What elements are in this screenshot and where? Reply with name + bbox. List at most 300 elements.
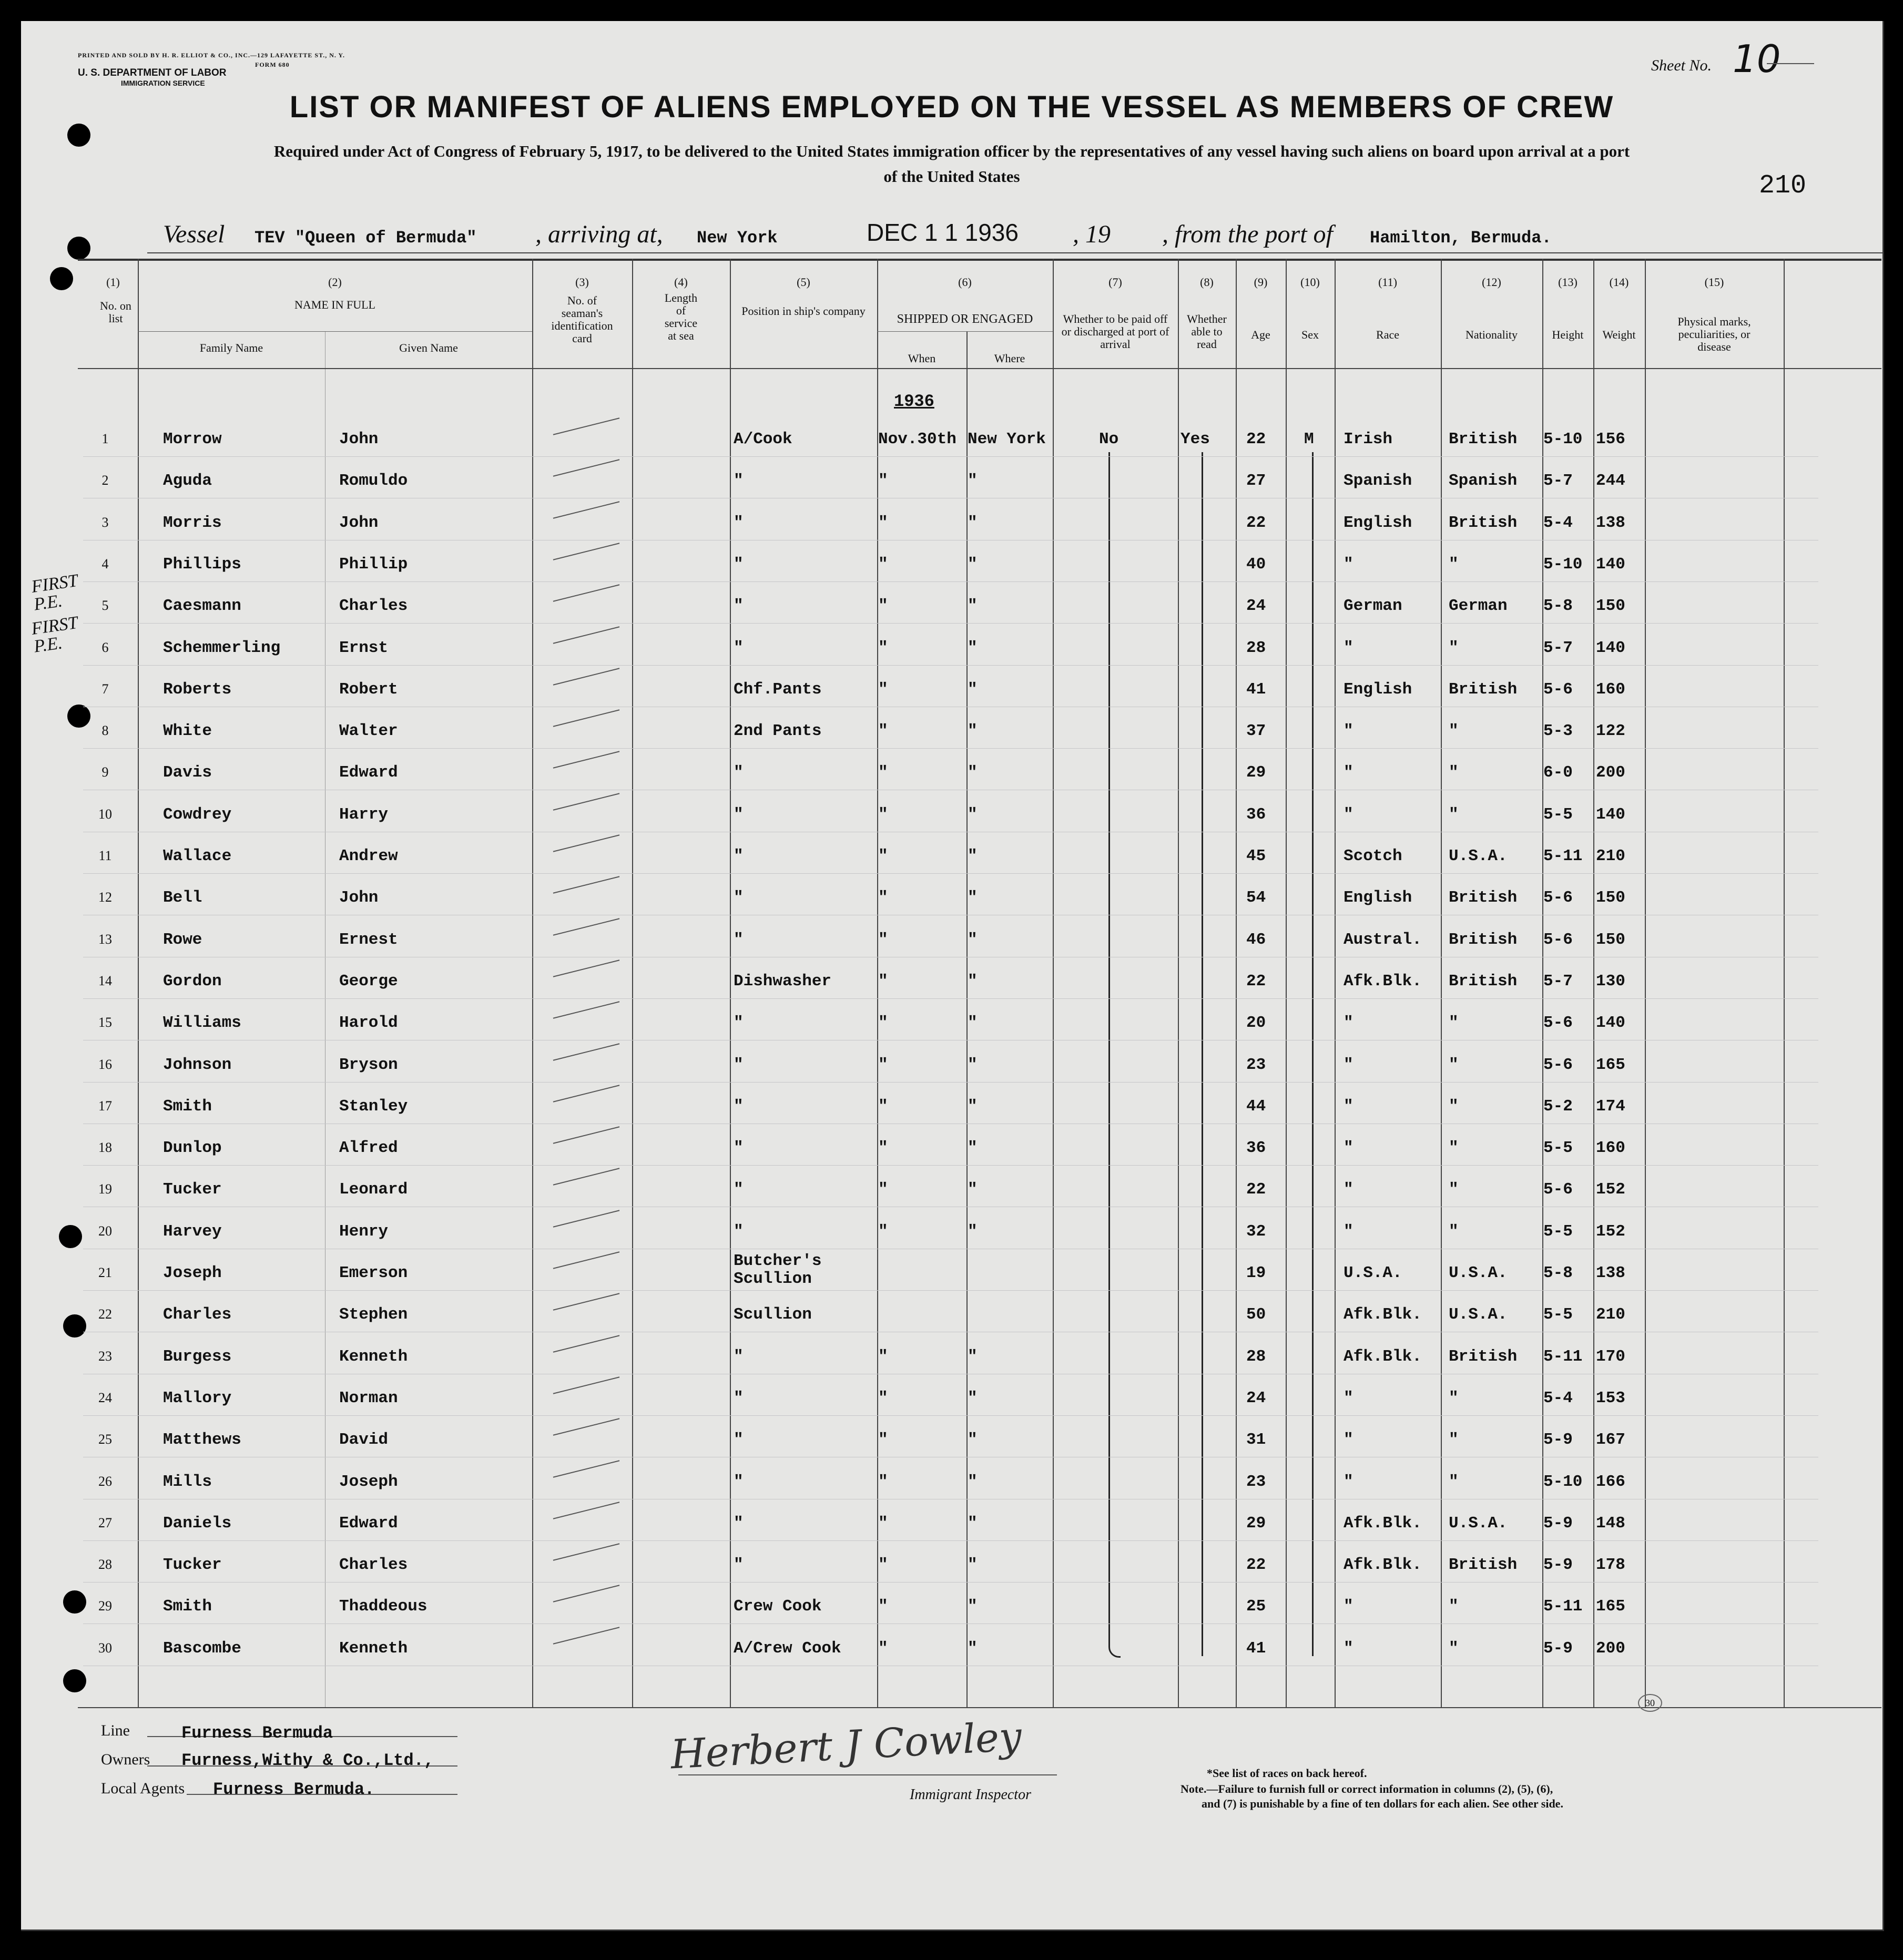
- cell-family: Cowdrey: [163, 805, 232, 824]
- id-card-check-mark: [553, 1210, 620, 1227]
- cell-weight: 156: [1596, 430, 1625, 448]
- cell-where: ": [968, 763, 978, 782]
- table-row: [21, 1056, 1882, 1082]
- table-row: [21, 1139, 1882, 1165]
- cell-height: 5-6: [1543, 1055, 1573, 1074]
- cell-family: Smith: [163, 1597, 212, 1616]
- cell-where: ": [968, 1639, 978, 1658]
- cell-height: 5-10: [1543, 1472, 1583, 1491]
- cell-family: Matthews: [163, 1431, 241, 1449]
- cell-where: ": [968, 972, 978, 991]
- row-number: 26: [98, 1473, 112, 1489]
- cell-height: 5-6: [1543, 1180, 1573, 1199]
- cell-weight: 165: [1596, 1055, 1625, 1074]
- cell-where: New York: [968, 430, 1046, 448]
- cell-given: Edward: [339, 763, 398, 782]
- id-card-check-mark: [553, 1168, 620, 1186]
- row-number: 27: [98, 1515, 112, 1530]
- col10-header: Sex: [1301, 328, 1319, 341]
- service-label: IMMIGRATION SERVICE: [121, 79, 205, 87]
- cell-family: Harvey: [163, 1222, 222, 1241]
- cell-nationality: ": [1449, 722, 1459, 741]
- cell-age: 41: [1246, 680, 1266, 699]
- cell-weight: 140: [1596, 805, 1625, 824]
- cell-height: 5-6: [1543, 889, 1573, 907]
- cell-when: ": [878, 1014, 888, 1033]
- cell-nationality: British: [1449, 889, 1518, 907]
- cell-nationality: British: [1449, 1556, 1518, 1575]
- cell-position: ": [734, 763, 744, 782]
- col5-number: (5): [797, 275, 810, 289]
- row-number: 25: [98, 1432, 112, 1447]
- col13-header: Height: [1552, 328, 1584, 341]
- cell-height: 5-9: [1543, 1556, 1573, 1575]
- cell-when: ": [878, 638, 888, 657]
- punch-hole: [50, 267, 73, 290]
- from-port: Hamilton, Bermuda.: [1370, 228, 1552, 248]
- form-number: FORM 680: [255, 61, 290, 68]
- cell-race: German: [1344, 597, 1402, 616]
- cell-weight: 138: [1596, 1264, 1625, 1282]
- cell-age: 54: [1246, 889, 1266, 907]
- cell-position: ": [734, 1556, 744, 1575]
- cell-position: 2nd Pants: [734, 722, 822, 741]
- cell-when: ": [878, 763, 888, 782]
- table-row: [21, 1431, 1882, 1457]
- cell-given: Norman: [339, 1389, 398, 1407]
- cell-when: ": [878, 1472, 888, 1491]
- cell-weight: 178: [1596, 1556, 1625, 1575]
- cell-family: Mills: [163, 1472, 212, 1491]
- sheet-number-label: Sheet No.: [1651, 57, 1712, 74]
- cell-nationality: ": [1449, 763, 1459, 782]
- cell-given: Stanley: [339, 1097, 408, 1116]
- col13-number: (13): [1558, 275, 1578, 289]
- cell-where: ": [968, 513, 978, 532]
- cell-race: ": [1344, 555, 1354, 574]
- arriving-label: , arriving at,: [535, 220, 663, 248]
- cell-nationality: ": [1449, 1597, 1459, 1616]
- cell-given: Kenneth: [339, 1347, 408, 1366]
- row-number: 2: [101, 473, 109, 488]
- id-card-check-mark: [553, 1251, 620, 1269]
- cell-when: ": [878, 1556, 888, 1575]
- table-row: [21, 1514, 1882, 1540]
- id-card-check-mark: [553, 918, 620, 935]
- cell-age: 44: [1246, 1097, 1266, 1116]
- id-card-check-mark: [553, 626, 620, 644]
- cell-position: ": [734, 930, 744, 949]
- row-number: 20: [98, 1223, 112, 1239]
- cell-where: ": [968, 1222, 978, 1241]
- cell-where: ": [968, 638, 978, 657]
- cell-family: Tucker: [163, 1556, 222, 1575]
- table-row: [21, 763, 1882, 790]
- cell-height: 5-6: [1543, 1014, 1573, 1033]
- cell-race: U.S.A.: [1344, 1264, 1402, 1282]
- col9-header: Age: [1251, 328, 1270, 341]
- punch-hole: [63, 1669, 86, 1692]
- cell-where: ": [968, 1597, 978, 1616]
- cell-family: Morrow: [163, 430, 222, 448]
- id-card-check-mark: [553, 1627, 620, 1644]
- cell-given: Harry: [339, 805, 389, 824]
- cell-position: ": [734, 805, 744, 824]
- cell-family: Gordon: [163, 972, 222, 991]
- cell-when: ": [878, 1180, 888, 1199]
- cell-weight: 153: [1596, 1389, 1625, 1407]
- cell-position: A/Crew Cook: [734, 1639, 841, 1658]
- cell-given: Stephen: [339, 1305, 408, 1324]
- col11-number: (11): [1378, 275, 1397, 289]
- id-card-check-mark: [553, 543, 620, 560]
- cell-height: 5-8: [1543, 597, 1573, 616]
- cell-position: Crew Cook: [734, 1597, 822, 1616]
- cell-given: Bryson: [339, 1055, 398, 1074]
- cell-nationality: U.S.A.: [1449, 1305, 1508, 1324]
- cell-age: 50: [1246, 1305, 1266, 1324]
- cell-position: ": [734, 1097, 744, 1116]
- cell-age: 27: [1246, 472, 1266, 491]
- cell-age: 37: [1246, 722, 1266, 741]
- cell-where: ": [968, 805, 978, 824]
- table-row: [21, 889, 1882, 915]
- cell-given: Emerson: [339, 1264, 408, 1282]
- cell-nationality: British: [1449, 972, 1518, 991]
- cell-race: Afk.Blk.: [1344, 1556, 1422, 1575]
- page-title: LIST OR MANIFEST OF ALIENS EMPLOYED ON THE VESSEL AS MEMBERS OF CREW: [289, 90, 1614, 124]
- id-card-check-mark: [553, 1460, 620, 1477]
- col11-header: Race: [1376, 328, 1399, 341]
- cell-weight: 150: [1596, 889, 1625, 907]
- from-label: , from the port of: [1162, 220, 1333, 248]
- row-rule: [83, 623, 1818, 624]
- cell-height: 5-5: [1543, 1305, 1573, 1324]
- cell-position: ": [734, 597, 744, 616]
- agents-label: Local Agents: [101, 1780, 185, 1797]
- cell-where: ": [968, 1139, 978, 1158]
- vessel-label: Vessel: [163, 220, 225, 248]
- cell-given: George: [339, 972, 398, 991]
- name-subheader-line: [138, 331, 532, 332]
- cell-when: ": [878, 472, 888, 491]
- header-bottom-border: [78, 368, 1881, 369]
- id-card-check-mark: [553, 709, 620, 727]
- cell-race: ": [1344, 638, 1354, 657]
- col2-header: NAME IN FULL: [294, 298, 375, 311]
- cell-age: 24: [1246, 1389, 1266, 1407]
- cell-race: ": [1344, 1180, 1354, 1199]
- cell-position: Chf.Pants: [734, 680, 822, 699]
- row-number: 3: [101, 514, 109, 530]
- table-row: [21, 1305, 1882, 1332]
- cell-race: ": [1344, 1055, 1354, 1074]
- cell-weight: 167: [1596, 1431, 1625, 1449]
- cell-family: Joseph: [163, 1264, 222, 1282]
- cell-age: 45: [1246, 847, 1266, 865]
- cell-race: ": [1344, 763, 1354, 782]
- cell-nationality: ": [1449, 1472, 1459, 1491]
- date-stamp: DEC 1 1 1936: [867, 219, 1019, 246]
- cell-weight: 122: [1596, 722, 1625, 741]
- cell-family: Aguda: [163, 472, 212, 491]
- table-row: [21, 1639, 1882, 1666]
- cell-age: 22: [1246, 1556, 1266, 1575]
- cell-age: 22: [1246, 972, 1266, 991]
- cell-race: English: [1344, 680, 1412, 699]
- cell-age: 32: [1246, 1222, 1266, 1241]
- row-number: 18: [98, 1140, 112, 1156]
- cell-weight: 148: [1596, 1514, 1625, 1533]
- cell-race: ": [1344, 1014, 1354, 1033]
- cell-when: ": [878, 1055, 888, 1074]
- line-label: Line: [101, 1722, 130, 1739]
- col7-header: Whether to be paid off or discharged at port of arrival: [1061, 312, 1169, 351]
- id-card-check-mark: [553, 751, 620, 769]
- cell-family: Johnson: [163, 1055, 232, 1074]
- cell-family: Dunlop: [163, 1139, 222, 1158]
- cell-given: John: [339, 889, 379, 907]
- note-line2: and (7) is punishable by a fine of ten dollars for each alien. See other side.: [1202, 1797, 1563, 1810]
- cell-family: Burgess: [163, 1347, 232, 1366]
- cell-given: Phillip: [339, 555, 408, 574]
- cell-when: Nov.30th: [878, 430, 956, 448]
- cell-family: Schemmerling: [163, 638, 281, 657]
- cell-weight: 140: [1596, 555, 1625, 574]
- cell-height: 5-6: [1543, 680, 1573, 699]
- cell-when: ": [878, 597, 888, 616]
- cell-position: ": [734, 1472, 744, 1491]
- col3-number: (3): [575, 275, 589, 289]
- cell-age: 19: [1246, 1264, 1266, 1282]
- row-number: 15: [98, 1015, 112, 1030]
- table-row: [21, 430, 1882, 456]
- cell-weight: 165: [1596, 1597, 1625, 1616]
- cell-where: ": [968, 1347, 978, 1366]
- cell-where: ": [968, 1055, 978, 1074]
- table-row: [21, 805, 1882, 832]
- cell-where: ": [968, 1180, 978, 1199]
- cell-position: Butcher's Scullion: [734, 1252, 822, 1288]
- row-number: 17: [98, 1098, 112, 1114]
- cell-weight: 140: [1596, 1014, 1625, 1033]
- cell-when: ": [878, 805, 888, 824]
- col15-number: (15): [1704, 275, 1724, 289]
- cell-nationality: ": [1449, 1097, 1459, 1116]
- table-row: [21, 1222, 1882, 1249]
- cell-where: ": [968, 1556, 978, 1575]
- cell-nationality: ": [1449, 1180, 1459, 1199]
- col12-header: Nationality: [1466, 328, 1518, 341]
- cell-age: 24: [1246, 597, 1266, 616]
- cell-where: ": [968, 847, 978, 865]
- department-label: U. S. DEPARTMENT OF LABOR: [78, 67, 227, 78]
- cell-position: ": [734, 1139, 744, 1158]
- cell-when: ": [878, 1514, 888, 1533]
- table-row: [21, 1597, 1882, 1624]
- cell-nationality: ": [1449, 1014, 1459, 1033]
- row-number: 22: [98, 1306, 112, 1322]
- cell-position: A/Cook: [734, 430, 792, 448]
- agents-value: Furness Bermuda.: [213, 1780, 375, 1799]
- cell-height: 5-10: [1543, 430, 1583, 448]
- cell-nationality: British: [1449, 1347, 1518, 1366]
- where-header: Where: [994, 352, 1025, 365]
- cell-where: ": [968, 722, 978, 741]
- cell-position: ": [734, 555, 744, 574]
- cell-weight: 160: [1596, 680, 1625, 699]
- row-number: 23: [98, 1348, 112, 1364]
- col4-header: Length of service at sea: [664, 291, 698, 342]
- row-rule: [83, 456, 1818, 457]
- cell-age: 40: [1246, 555, 1266, 574]
- cell-height: 5-11: [1543, 1347, 1583, 1366]
- cell-height: 5-11: [1543, 847, 1583, 865]
- cell-when: ": [878, 1639, 888, 1658]
- table-bottom-border: [78, 1707, 1881, 1708]
- cell-height: 5-5: [1543, 1222, 1573, 1241]
- cell-position: ": [734, 1055, 744, 1074]
- row-number: 21: [98, 1265, 112, 1280]
- cell-nationality: U.S.A.: [1449, 1264, 1508, 1282]
- cell-race: ": [1344, 1639, 1354, 1658]
- cell-age: 36: [1246, 1139, 1266, 1158]
- cell-nationality: ": [1449, 1639, 1459, 1658]
- cell-race: ": [1344, 1431, 1354, 1449]
- table-row: [21, 514, 1882, 540]
- col4-number: (4): [674, 275, 688, 289]
- table-row: [21, 1348, 1882, 1374]
- vessel-name: TEV "Queen of Bermuda": [255, 228, 477, 248]
- cell-when: ": [878, 889, 888, 907]
- id-card-check-mark: [553, 1085, 620, 1102]
- arriving-port: New York: [697, 228, 778, 248]
- cell-age: 31: [1246, 1431, 1266, 1449]
- id-card-check-mark: [553, 1376, 620, 1394]
- table-row: [21, 1180, 1882, 1207]
- cell-family: Rowe: [163, 930, 202, 949]
- cell-where: ": [968, 930, 978, 949]
- cell-weight: 130: [1596, 972, 1625, 991]
- table-row: [21, 1252, 1882, 1290]
- cell-when: ": [878, 972, 888, 991]
- cell-weight: 152: [1596, 1222, 1625, 1241]
- row-rule: [83, 873, 1818, 874]
- row-rule: [83, 748, 1818, 749]
- table-row: [21, 639, 1882, 665]
- cell-race: ": [1344, 1597, 1354, 1616]
- inspector-label: Immigrant Inspector: [910, 1787, 1031, 1803]
- row-rule: [83, 665, 1818, 666]
- row-number: 24: [98, 1390, 112, 1405]
- id-card-check-mark: [553, 793, 620, 810]
- cell-when: ": [878, 680, 888, 699]
- cell-race: English: [1344, 889, 1412, 907]
- id-card-check-mark: [553, 668, 620, 685]
- cell-weight: 150: [1596, 597, 1625, 616]
- cell-height: 5-6: [1543, 930, 1573, 949]
- cell-family: Bell: [163, 889, 202, 907]
- cell-when: ": [878, 1139, 888, 1158]
- cell-race: Afk.Blk.: [1344, 1347, 1422, 1366]
- cell-race: ": [1344, 805, 1354, 824]
- cell-height: 5-5: [1543, 805, 1573, 824]
- cell-family: White: [163, 722, 212, 741]
- col1-number: (1): [106, 275, 120, 289]
- subtitle-line2: of the United States: [883, 167, 1020, 186]
- year-header: 1936: [894, 392, 934, 411]
- cell-position: ": [734, 1180, 744, 1199]
- cell-family: Phillips: [163, 555, 241, 574]
- row-number: 1: [101, 431, 109, 446]
- cell-given: Romuldo: [339, 472, 408, 491]
- cell-family: Wallace: [163, 847, 232, 865]
- cell-given: Edward: [339, 1514, 398, 1533]
- side-number: 210: [1759, 171, 1807, 201]
- cell-weight: 140: [1596, 638, 1625, 657]
- row-rule: [83, 998, 1818, 999]
- cell-age: 22: [1246, 513, 1266, 532]
- cell-given: Ernst: [339, 638, 389, 657]
- id-card-check-mark: [553, 584, 620, 601]
- cell-where: ": [968, 1472, 978, 1491]
- cell-when: ": [878, 930, 888, 949]
- cell-race: Austral.: [1344, 930, 1422, 949]
- cell-nationality: British: [1449, 513, 1518, 532]
- id-card-check-mark: [553, 959, 620, 977]
- col5-header: Position in ship's company: [741, 304, 866, 318]
- row-number: 10: [98, 806, 112, 822]
- id-card-check-mark: [553, 1335, 620, 1352]
- cell-where: ": [968, 1389, 978, 1407]
- cell-height: 5-9: [1543, 1431, 1573, 1449]
- cell-given: Ernest: [339, 930, 398, 949]
- col8-number: (8): [1200, 275, 1214, 289]
- row-number: 11: [98, 848, 112, 863]
- table-row: [21, 972, 1882, 998]
- table-row: [21, 1473, 1882, 1499]
- id-card-check-mark: [553, 1293, 620, 1311]
- cell-when: ": [878, 1597, 888, 1616]
- id-card-check-mark: [553, 834, 620, 852]
- cell-nationality: ": [1449, 638, 1459, 657]
- row-number: 13: [98, 931, 112, 947]
- cell-nationality: ": [1449, 1431, 1459, 1449]
- cell-nationality: ": [1449, 1139, 1459, 1158]
- cell-age: 29: [1246, 763, 1266, 782]
- col9-number: (9): [1254, 275, 1268, 289]
- cell-family: Tucker: [163, 1180, 222, 1199]
- cell-height: 5-5: [1543, 1139, 1573, 1158]
- col2-number: (2): [328, 275, 342, 289]
- cell-sex: M: [1304, 430, 1314, 448]
- cell-when: ": [878, 513, 888, 532]
- cell-nationality: ": [1449, 555, 1459, 574]
- cell-position: Scullion: [734, 1305, 812, 1324]
- cell-age: 23: [1246, 1472, 1266, 1491]
- cell-weight: 210: [1596, 1305, 1625, 1324]
- cell-height: 5-4: [1543, 513, 1573, 532]
- cell-race: English: [1344, 513, 1412, 532]
- cell-position: ": [734, 472, 744, 491]
- cell-race: Irish: [1344, 430, 1393, 448]
- row-rule: [83, 1582, 1818, 1583]
- cell-weight: 200: [1596, 1639, 1625, 1658]
- cell-given: Henry: [339, 1222, 389, 1241]
- row-rule: [83, 1290, 1818, 1291]
- cell-age: 41: [1246, 1639, 1266, 1658]
- family-name-header: Family Name: [199, 341, 263, 354]
